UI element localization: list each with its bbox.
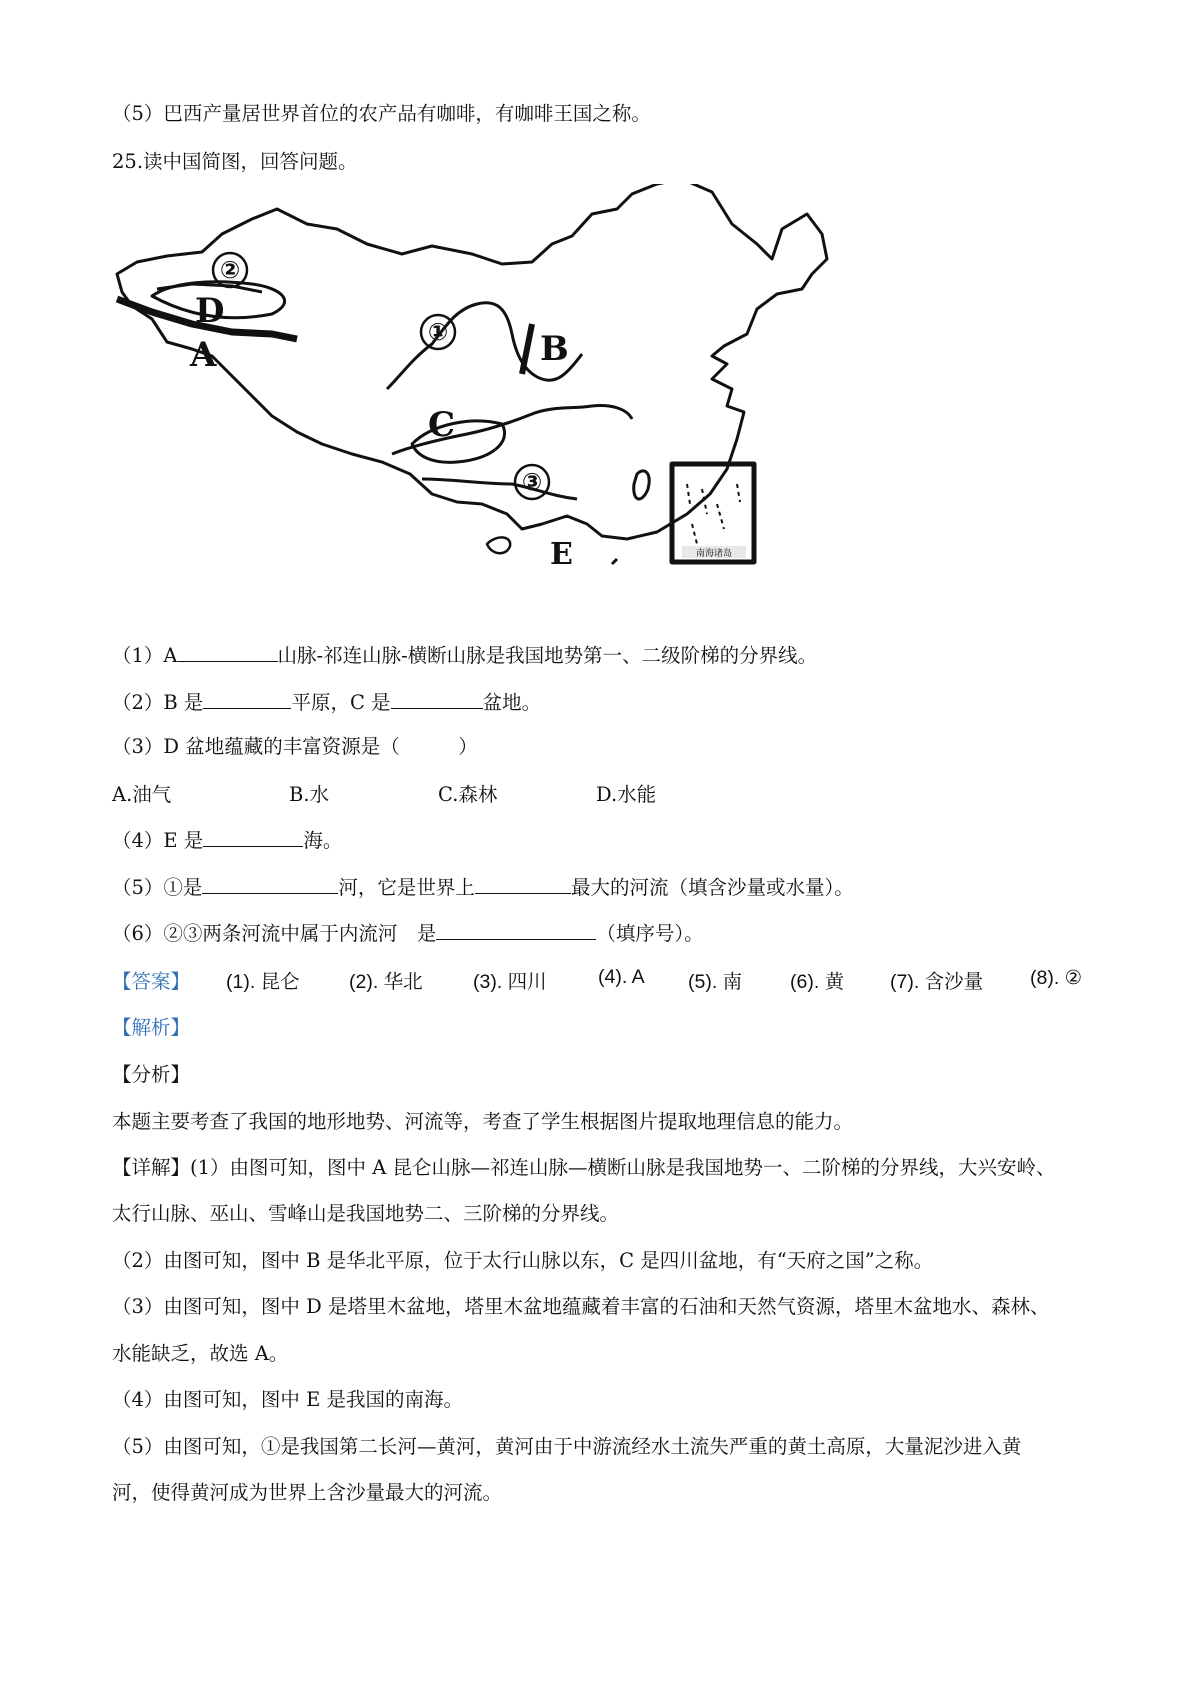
question-6: （6）②③两条河流中属于内流河 是 （填序号）。 xyxy=(112,918,704,948)
detail-3a: （3）由图可知，图中 D 是塔里木盆地，塔里木盆地蕴藏着丰富的石油和天然气资源，塔里木盆地水、森林、 xyxy=(112,1295,1050,1318)
china-map xyxy=(112,184,832,624)
detail-5a: （5）由图可知，①是我国第二长河—黄河，黄河由于中游流经水土流失严重的黄土高原，大量泥沙进入黄 xyxy=(112,1435,1022,1458)
label-E: E xyxy=(550,537,573,572)
answer-8: (8). ② xyxy=(1030,967,1083,989)
label-C: C xyxy=(428,405,456,445)
inset-label: 南海诸岛 xyxy=(695,549,733,559)
question-title: 25.读中国简图，回答问题。 xyxy=(112,150,358,173)
detail-2: （2）由图可知，图中 B 是华北平原，位于太行山脉以东，C 是四川盆地，有“天府之国”之称。 xyxy=(112,1249,934,1272)
taiwan xyxy=(634,471,649,499)
blank-6[interactable] xyxy=(475,872,571,894)
question-3: （3）D 盆地蕴藏的丰富资源是（ ） xyxy=(112,735,478,758)
detail-1b: 太行山脉、巫山、雪峰山是我国地势二、三阶梯的分界线。 xyxy=(112,1202,620,1225)
label-1: ① xyxy=(427,318,449,346)
b-line xyxy=(522,324,532,374)
option-b[interactable]: B.水 xyxy=(289,783,330,806)
blank-3[interactable] xyxy=(391,687,483,709)
answer-4: (4). A xyxy=(598,966,645,988)
blank-2[interactable] xyxy=(203,687,291,709)
question-1: （1）A 山脉-祁连山脉-横断山脉是我国地势第一、二级阶梯的分界线。 xyxy=(112,640,817,670)
answer-label: 【答案】 xyxy=(112,970,191,993)
option-d[interactable]: D.水能 xyxy=(596,783,657,806)
blank-1[interactable] xyxy=(178,640,278,662)
detail-4: （4）由图可知，图中 E 是我国的南海。 xyxy=(112,1388,464,1411)
answer-3: (3). 四川 xyxy=(473,971,547,993)
answer-5: (5). 南 xyxy=(688,971,743,993)
answer-6: (6). 黄 xyxy=(790,971,845,993)
fenxi-text: 本题主要考查了我国的地形地势、河流等，考查了学生根据图片提取地理信息的能力。 xyxy=(112,1110,854,1133)
pearl-river xyxy=(422,479,577,499)
blank-5[interactable] xyxy=(202,872,338,894)
blank-4[interactable] xyxy=(203,825,303,847)
label-3: ③ xyxy=(521,468,543,496)
blank-7[interactable] xyxy=(436,918,596,940)
detail-3b: 水能缺乏，故选 A。 xyxy=(112,1342,289,1365)
fenxi-label: 【分析】 xyxy=(112,1063,191,1086)
china-border xyxy=(117,184,827,539)
label-B: B xyxy=(540,329,569,369)
prev-answer-note: （5）巴西产量居世界首位的农产品有咖啡，有咖啡王国之称。 xyxy=(112,102,651,125)
analysis-label: 【解析】 xyxy=(112,1016,191,1039)
answer-7: (7). 含沙量 xyxy=(890,971,984,993)
question-4: （4）E 是 海。 xyxy=(112,825,342,855)
option-c[interactable]: C.森林 xyxy=(438,783,498,806)
answer-1: (1). 昆仑 xyxy=(226,971,300,993)
label-D: D xyxy=(195,291,225,331)
option-a[interactable]: A.油气 xyxy=(112,783,172,806)
question-2: （2）B 是 平原，C 是 盆地。 xyxy=(112,687,541,717)
label-A: A xyxy=(190,335,217,375)
hainan xyxy=(487,537,510,553)
question-5: （5）①是 河，它是世界上 最大的河流（填含沙量或水量）。 xyxy=(112,872,854,902)
detail-5b: 河，使得黄河成为世界上含沙量最大的河流。 xyxy=(112,1481,503,1504)
answer-2: (2). 华北 xyxy=(349,971,423,993)
label-2: ② xyxy=(219,256,241,284)
detail-1a: 【详解】(1）由图可知，图中 A 昆仑山脉—祁连山脉—横断山脉是我国地势一、二阶梯的分界线，大兴安岭、 xyxy=(112,1156,1056,1179)
